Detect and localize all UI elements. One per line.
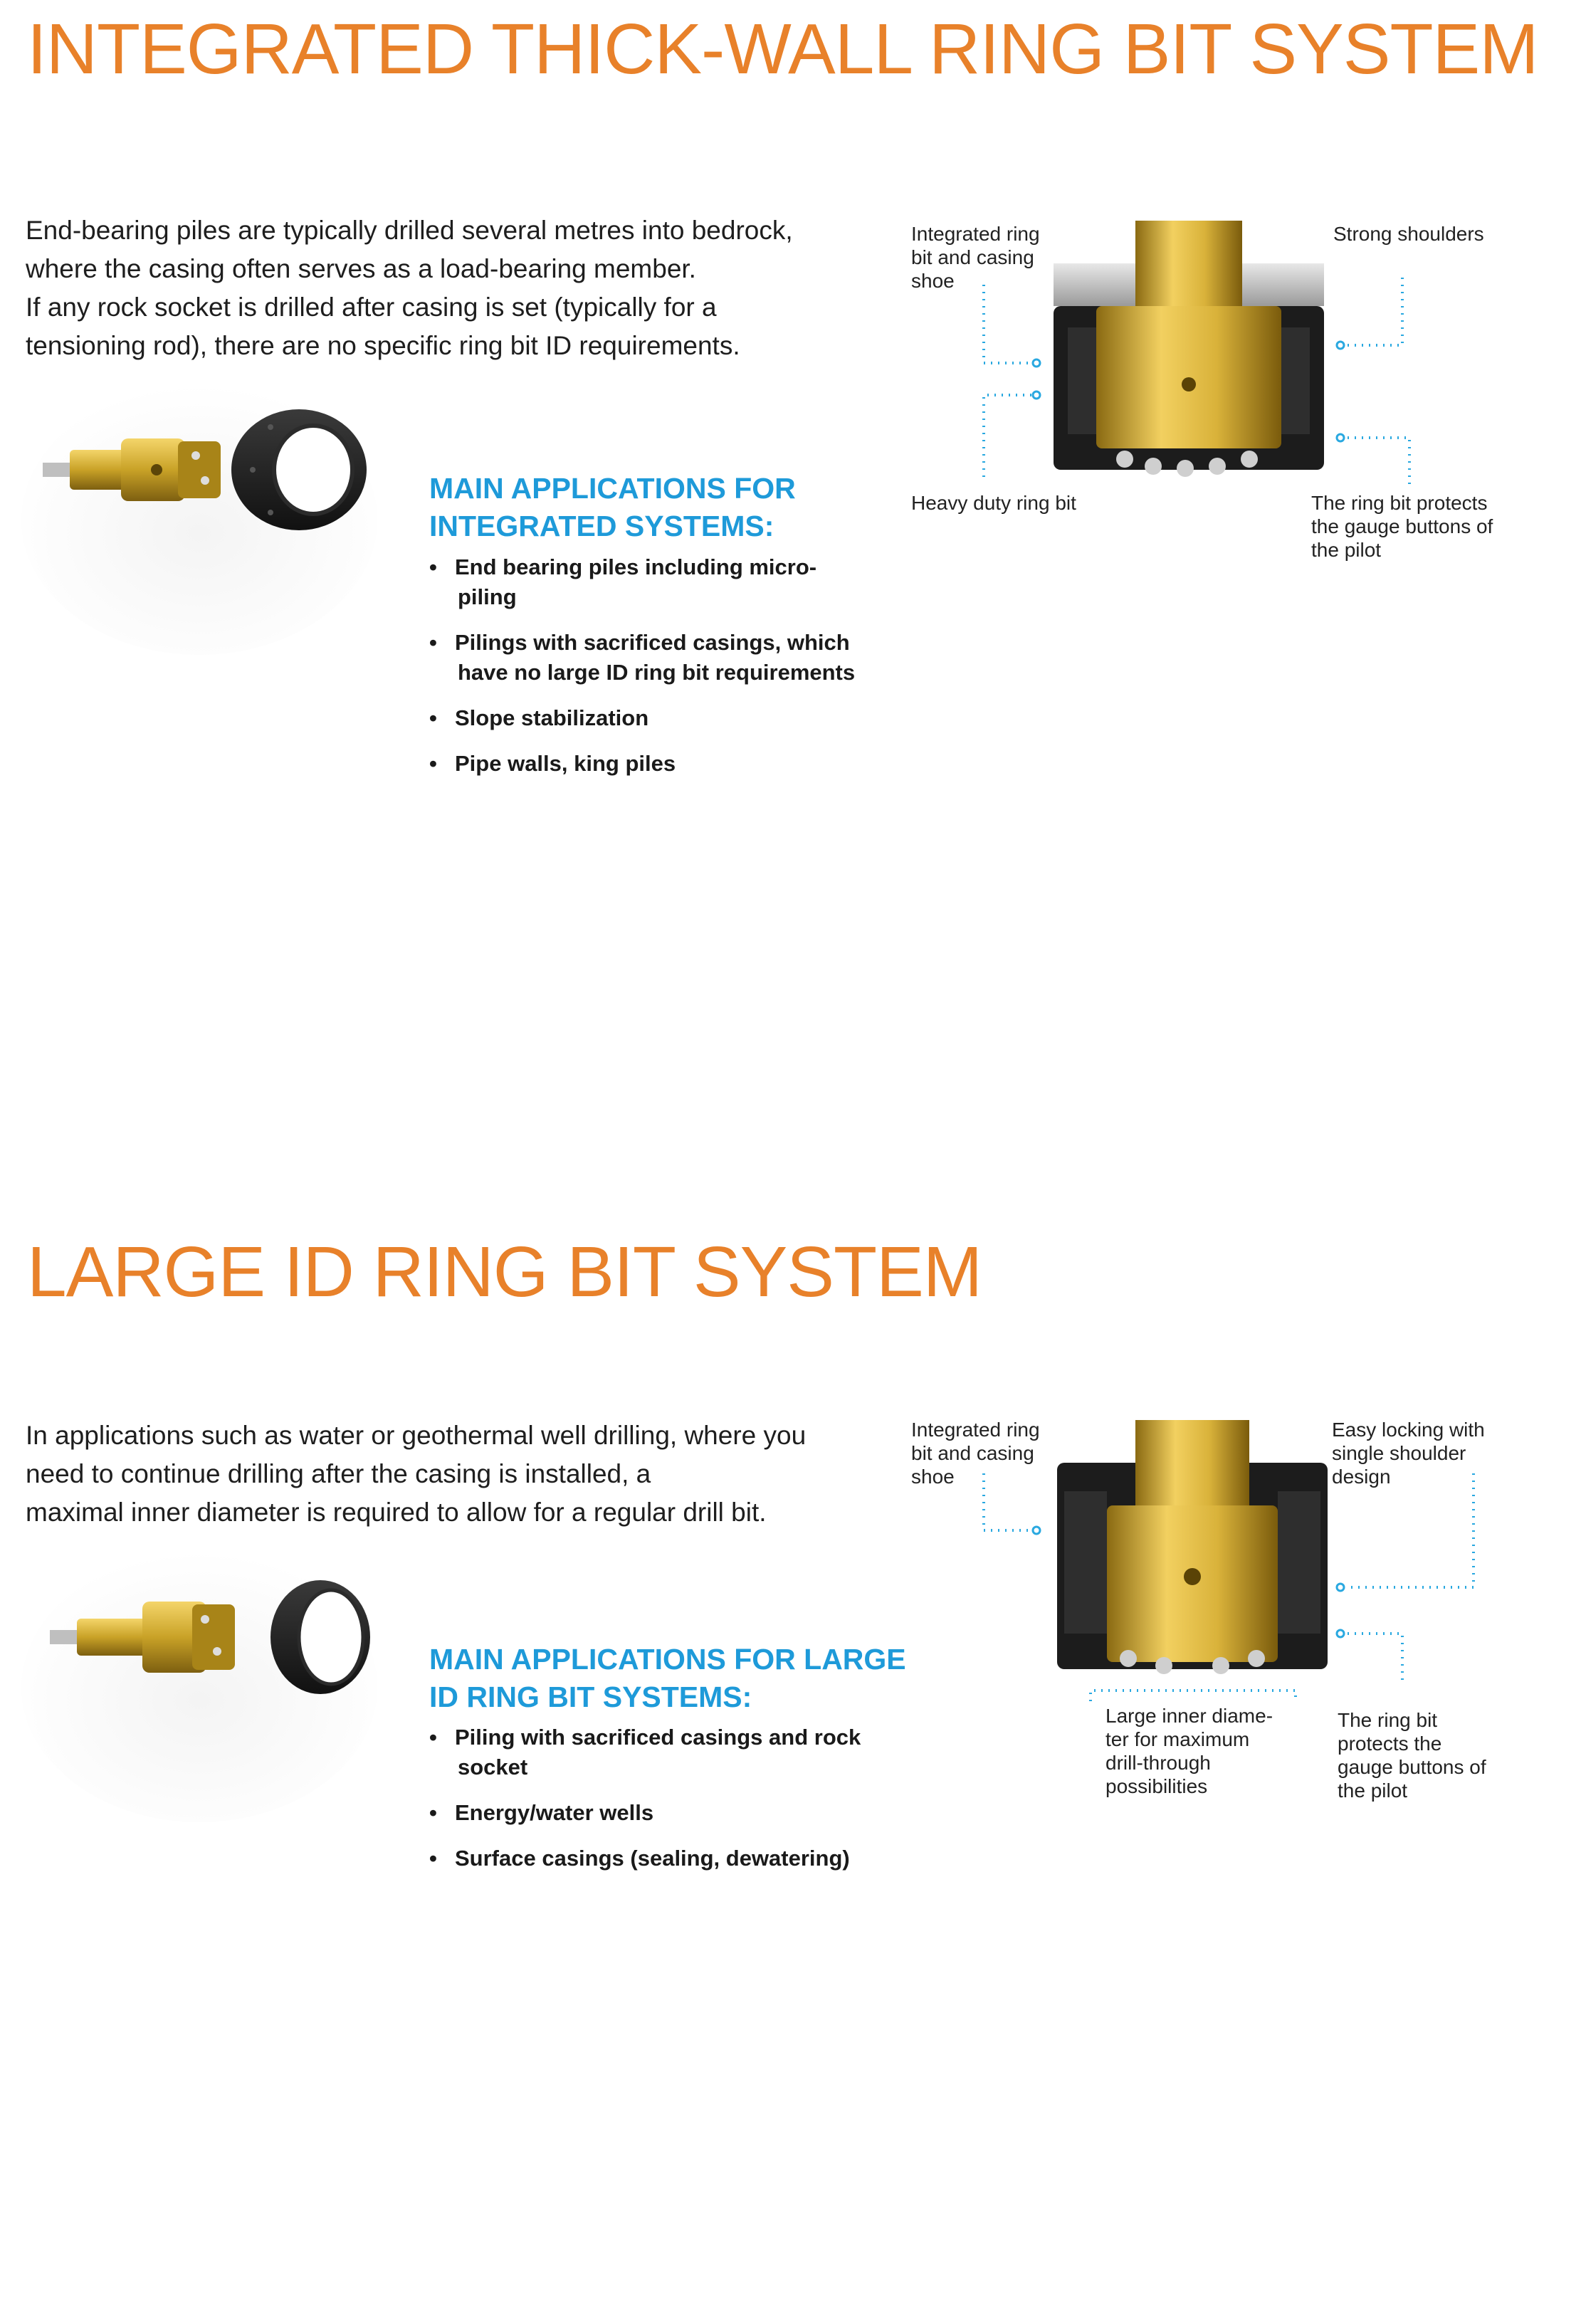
- callout-line: Large inner diame-: [1105, 1705, 1273, 1727]
- section1-title: INTEGRATED THICK-WALL RING BIT SYSTEM: [27, 9, 1538, 89]
- callout-line: shoe: [911, 1466, 955, 1488]
- callout-line: Strong shoulders: [1333, 223, 1484, 245]
- list-item: [429, 749, 913, 779]
- intro-line: End-bearing piles are typically drilled several metres into bedrock,: [26, 216, 793, 245]
- callout-line: possibilities: [1105, 1775, 1208, 1797]
- callout-line: bit and casing: [911, 1442, 1034, 1464]
- callout-heavy-duty: [911, 491, 1076, 515]
- item-line: • Surface casings (sealing, dewatering): [455, 1846, 850, 1871]
- item-line: socket: [458, 1755, 528, 1779]
- item-line: • Pipe walls, king piles: [455, 751, 676, 776]
- ring-bit-product-icon: [14, 1552, 413, 1836]
- item-line: • Pilings with sacrificed casings, which: [455, 630, 850, 655]
- intro-line: If any rock socket is drilled after casing is set (typically for a: [26, 293, 717, 322]
- heading-line: MAIN APPLICATIONS FOR LARGE: [429, 1643, 906, 1676]
- section2-apps-heading: [429, 1641, 913, 1716]
- callout-line: Easy locking with: [1332, 1419, 1485, 1441]
- item-line: • Energy/water wells: [455, 1800, 654, 1825]
- intro-line: maximal inner diameter is required to allow for a regular drill bit.: [26, 1498, 767, 1527]
- callout-line: Integrated ring: [911, 1419, 1040, 1441]
- section2-title: LARGE ID RING BIT SYSTEM: [27, 1232, 982, 1312]
- item-line: have no large ID ring bit requirements: [458, 660, 856, 685]
- list-item: [429, 703, 913, 733]
- intro-line: tensioning rod), there are no specific ring bit ID requirements.: [26, 331, 740, 360]
- ring-bit-product-image: [14, 370, 413, 655]
- callout-line: the gauge buttons of: [1311, 515, 1493, 537]
- list-item: [429, 1798, 913, 1828]
- list-item: [429, 1723, 913, 1782]
- callout-line: bit and casing: [911, 246, 1034, 268]
- callout-line: The ring bit protects: [1311, 492, 1488, 514]
- callout-line: the pilot: [1338, 1779, 1408, 1802]
- list-item: [429, 1844, 913, 1873]
- intro-line: where the casing often serves as a load-bearing member.: [26, 254, 696, 283]
- callout-line: shoe: [911, 270, 955, 292]
- large-id-ring-bit-product-image: [14, 1552, 413, 1836]
- heading-line: ID RING BIT SYSTEMS:: [429, 1681, 752, 1713]
- callout-integrated-ring-bit: [911, 1418, 1040, 1488]
- section2-intro: [26, 1416, 866, 1532]
- callout-gauge-protection: [1338, 1708, 1486, 1802]
- callout-line: Integrated ring: [911, 223, 1040, 245]
- callout-line: drill-through: [1105, 1752, 1211, 1774]
- section1-apps-heading: [429, 470, 913, 545]
- item-line: piling: [458, 584, 517, 609]
- callout-line: ter for maximum: [1105, 1728, 1250, 1750]
- callout-line: gauge buttons of: [1338, 1756, 1486, 1778]
- intro-line: In applications such as water or geothermal well drilling, where you: [26, 1421, 807, 1450]
- heading-line: INTEGRATED SYSTEMS:: [429, 510, 774, 542]
- heading-line: MAIN APPLICATIONS FOR: [429, 472, 796, 505]
- callout-line: The ring bit: [1338, 1709, 1438, 1731]
- callout-leaders: [975, 1473, 1488, 1708]
- callout-large-inner-diameter: [1105, 1704, 1273, 1798]
- callout-line: design: [1332, 1466, 1391, 1488]
- callout-line: the pilot: [1311, 539, 1382, 561]
- list-item: [429, 552, 913, 612]
- callout-gauge-protection: [1311, 491, 1493, 562]
- callout-easy-locking: [1332, 1418, 1485, 1488]
- callout-strong-shoulders: [1333, 222, 1484, 246]
- ring-bit-product-icon: [14, 370, 413, 655]
- callout-line: protects the: [1338, 1733, 1442, 1755]
- section2-apps-list: [429, 1723, 913, 1889]
- section1-intro: [26, 211, 866, 365]
- intro-line: need to continue drilling after the casing is installed, a: [26, 1459, 651, 1488]
- callout-line: Heavy duty ring bit: [911, 492, 1076, 514]
- section1-apps-list: [429, 552, 913, 794]
- item-line: • Piling with sacrificed casings and rock: [455, 1725, 861, 1750]
- item-line: • End bearing piles including micro-: [455, 554, 817, 579]
- item-line: • Slope stabilization: [455, 705, 649, 730]
- callout-integrated-ring-bit: [911, 222, 1040, 293]
- list-item: [429, 628, 913, 688]
- callout-leaders: [975, 278, 1431, 491]
- callout-line: single shoulder: [1332, 1442, 1466, 1464]
